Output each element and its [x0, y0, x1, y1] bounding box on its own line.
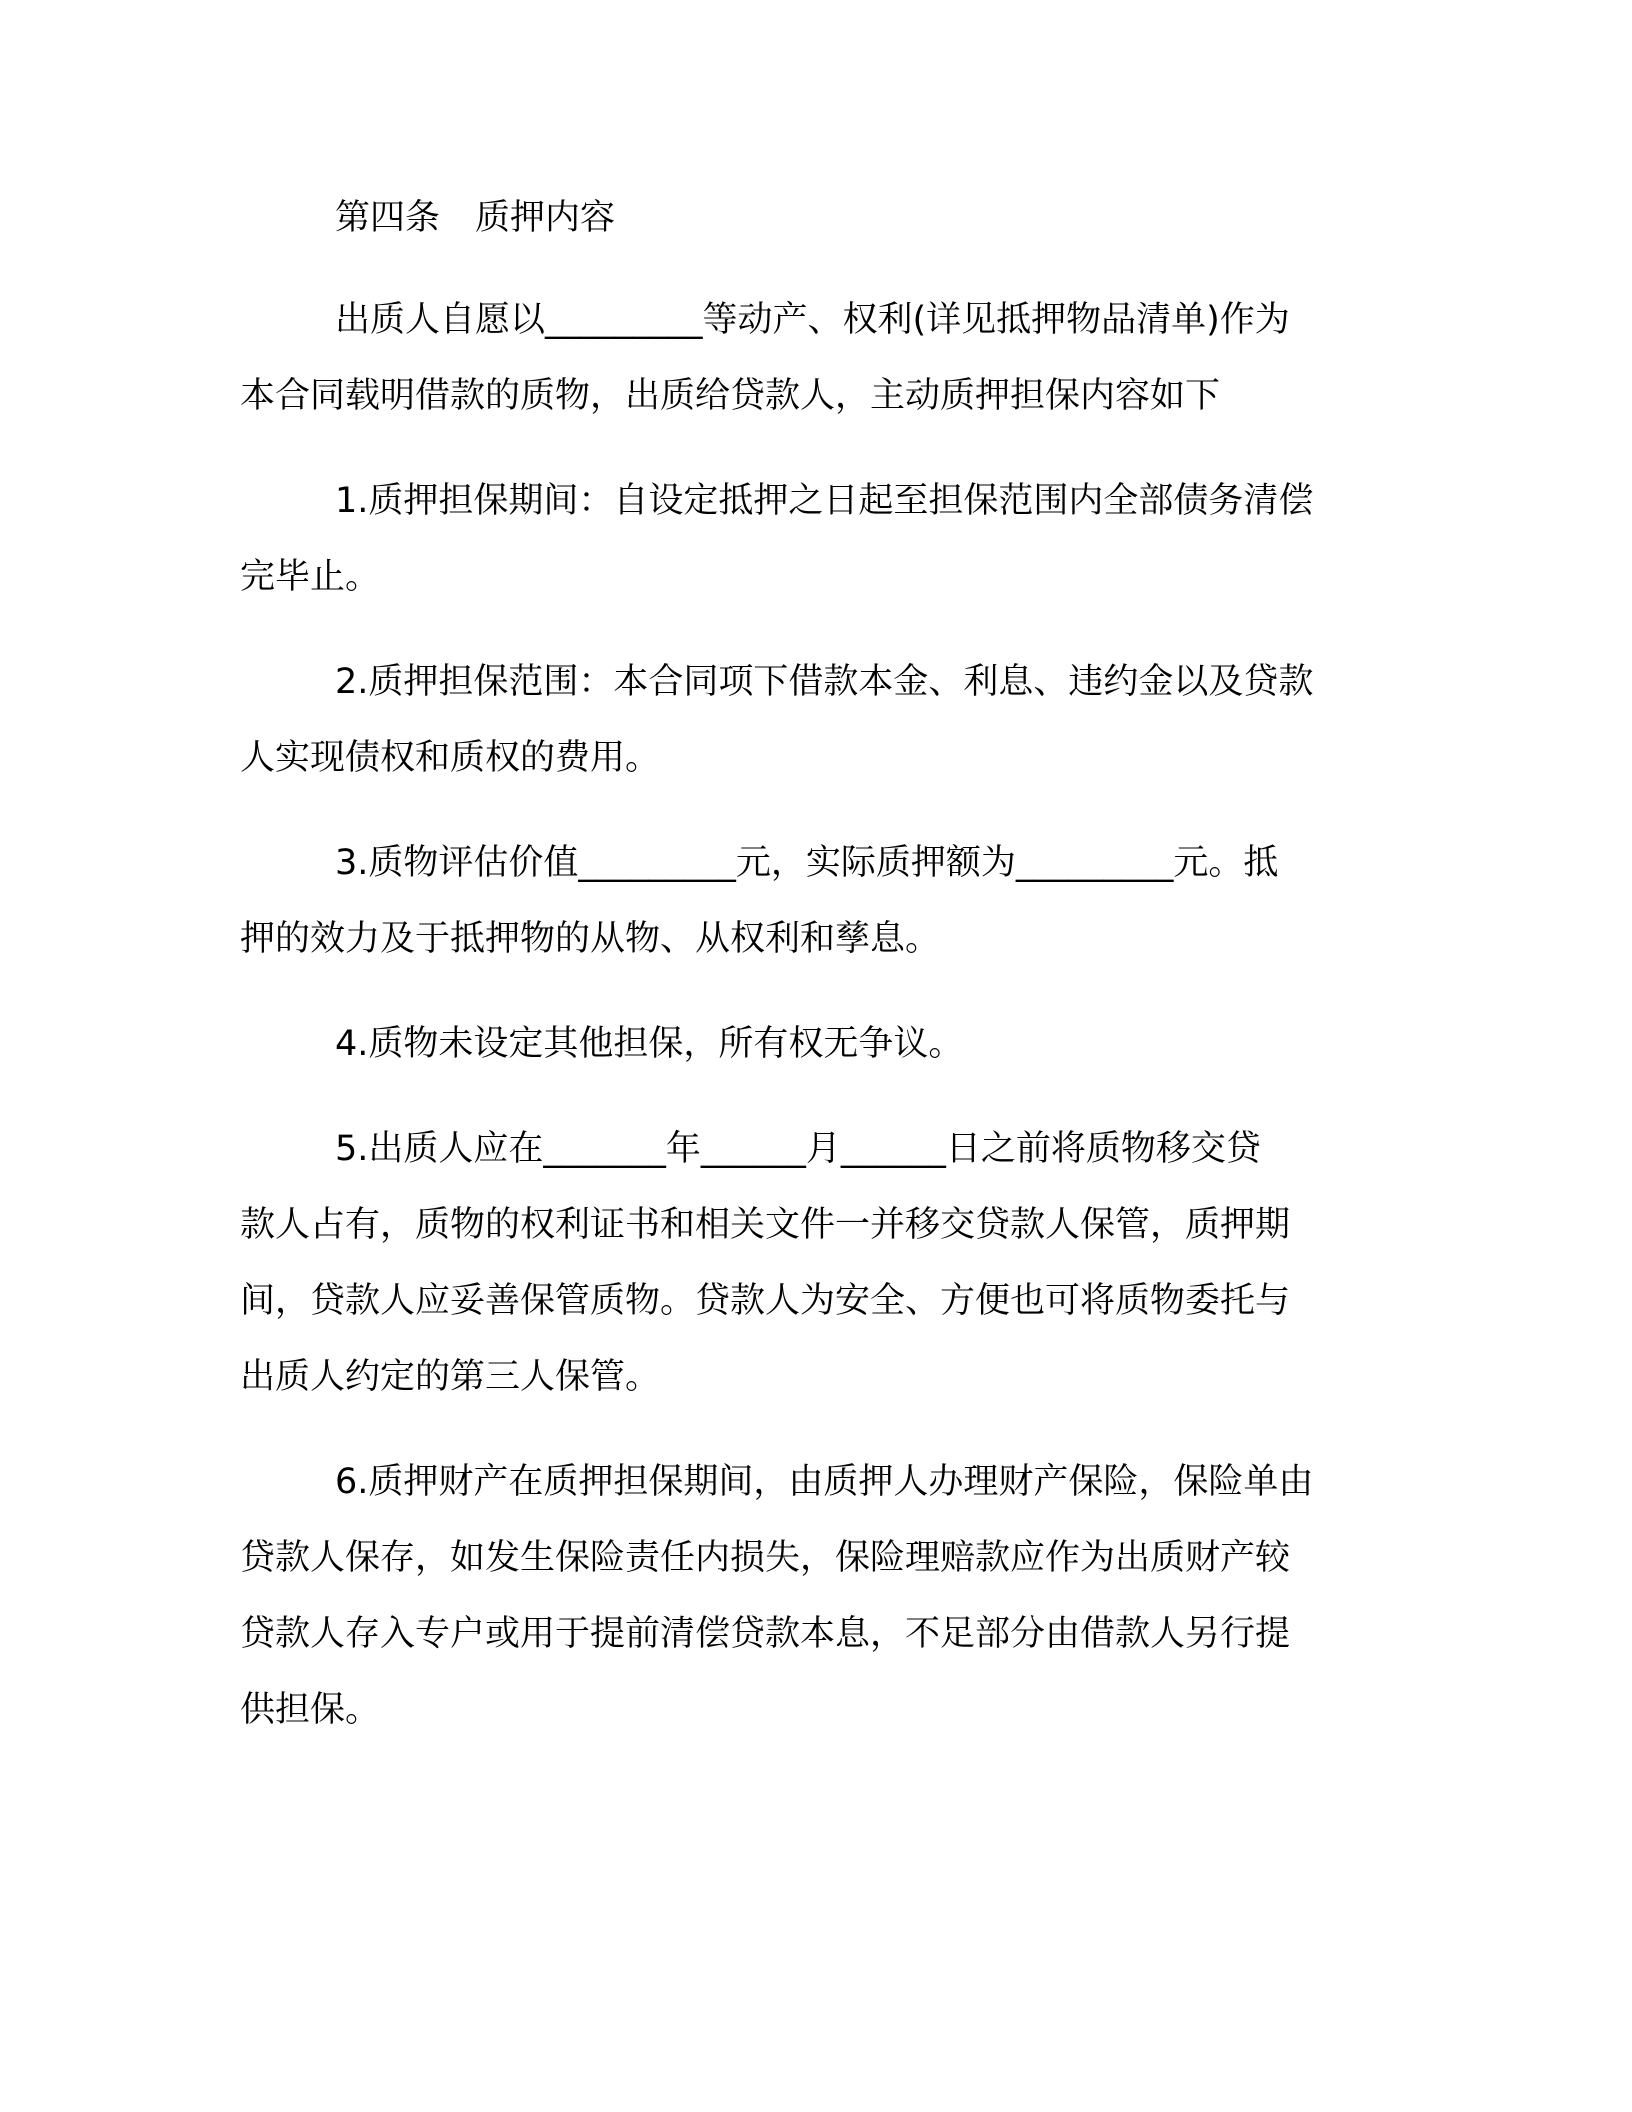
- paragraph-line: 出质人约定的第三人保管。: [240, 1357, 661, 1397]
- paragraph-line: 1.质押担保期间：自设定抵押之日起至担保范围内全部债务清偿: [335, 481, 1314, 521]
- document-page: [240, 190, 1370, 1777]
- clause-3: [240, 825, 1370, 977]
- paragraph-line: 贷款人存入专户或用于提前清偿贷款本息，不足部分由借款人另行提: [240, 1614, 1291, 1654]
- paragraph-line: 5.出质人应在_______年______月______日之前将质物移交贷: [335, 1129, 1261, 1169]
- clause-6: [240, 1444, 1370, 1748]
- paragraph-line: 押的效力及于抵押物的从物、从权利和孳息。: [240, 919, 941, 959]
- article-heading: 第四条 质押内容: [335, 198, 616, 238]
- paragraph-line: 完毕止。: [240, 557, 381, 597]
- paragraph-line: 4.质物未设定其他担保，所有权无争议。: [335, 1024, 964, 1064]
- paragraph-intro: [240, 282, 1370, 434]
- paragraph-line: 3.质物评估价值_________元，实际质押额为_________元。抵: [335, 843, 1279, 883]
- clause-2: [240, 644, 1370, 796]
- paragraph-line: 贷款人保存，如发生保险责任内损失，保险理赔款应作为出质财产较: [240, 1538, 1291, 1578]
- paragraph-line: 款人占有，质物的权利证书和相关文件一并移交贷款人保管，质押期: [240, 1205, 1291, 1245]
- paragraph-line: 2.质押担保范围：本合同项下借款本金、利息、违约金以及贷款: [335, 662, 1314, 702]
- paragraph-line: 人实现债权和质权的费用。: [240, 738, 661, 778]
- paragraph-line: 本合同载明借款的质物，出质给贷款人，主动质押担保内容如下: [240, 376, 1221, 416]
- clause-4: [240, 1006, 1370, 1082]
- clause-5: [240, 1111, 1370, 1415]
- paragraph-line: 间，贷款人应妥善保管质物。贷款人为安全、方便也可将质物委托与: [240, 1281, 1291, 1321]
- paragraph-line: 供担保。: [240, 1690, 381, 1730]
- clause-1: [240, 463, 1370, 615]
- paragraph-line: 出质人自愿以_________等动产、权利(详见抵押物品清单)作为: [335, 300, 1290, 340]
- paragraph-line: 6.质押财产在质押担保期间，由质押人办理财产保险，保险单由: [335, 1462, 1314, 1502]
